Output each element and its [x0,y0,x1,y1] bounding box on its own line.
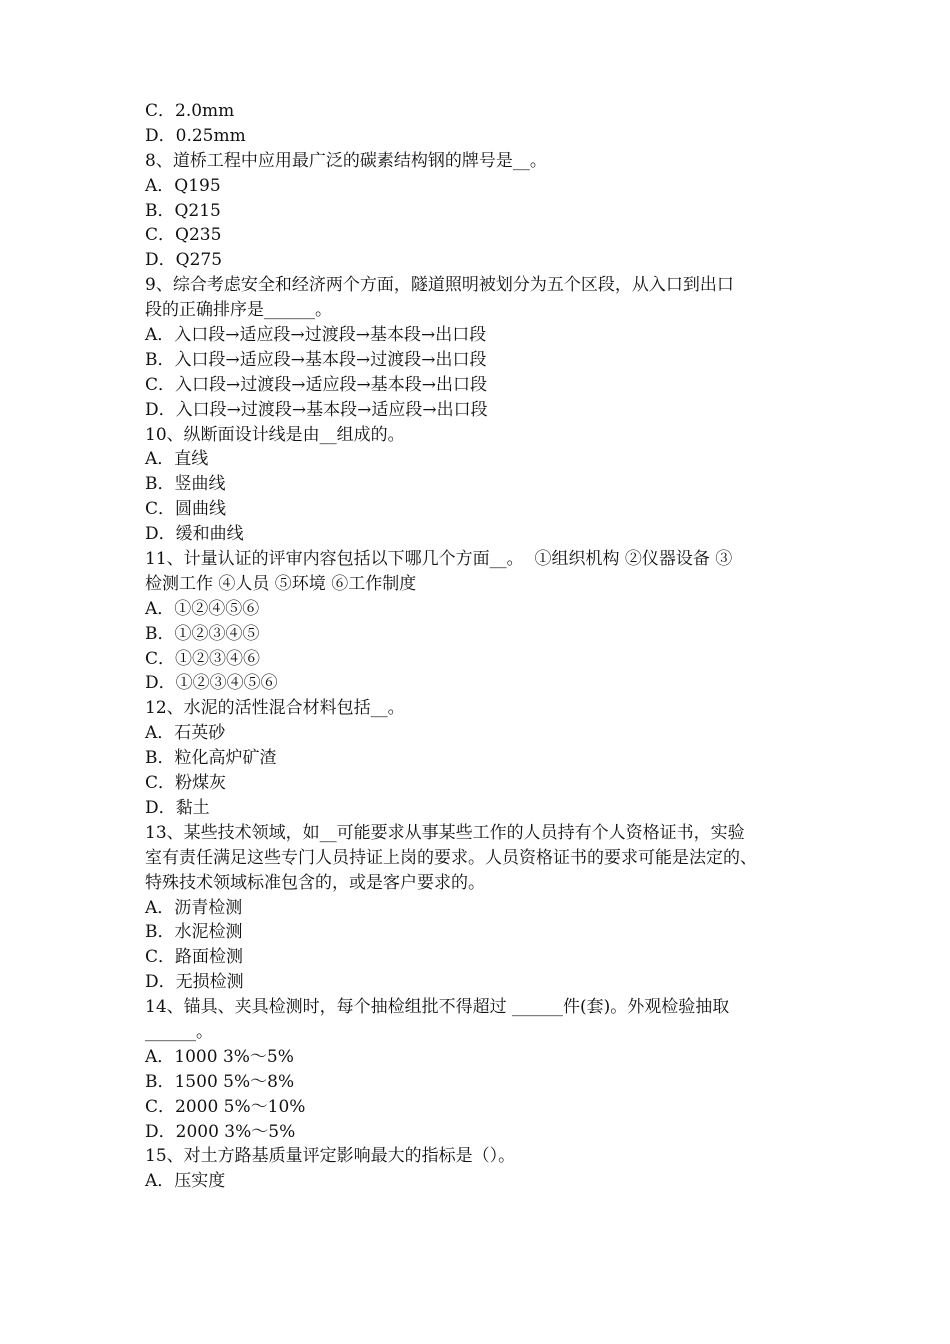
text-line: C．2.0mm [145,101,235,121]
text-line: D．Q275 [145,250,223,271]
text-line: A．石英砂 [145,723,226,744]
text-line: B．Q215 [145,200,221,221]
text-line: 13、某些技术领域，如__可能要求从事某些工作的人员持有个人资格证书，实验 [145,822,745,843]
text-line: 段的正确排序是______。 [145,300,332,321]
text-line: D．2000 3%～5% [145,1121,296,1142]
text-line: B．粒化高炉矿渣 [145,748,277,769]
text-line: A．入口段→适应段→过渡段→基本段→出口段 [145,325,487,346]
text-line: 11、计量认证的评审内容包括以下哪几个方面__。 ①组织机构 ②仪器设备 ③ [145,549,733,570]
text-line: D．0.25mm [145,125,246,146]
text-line: C．粉煤灰 [145,773,227,794]
text-line: B．①②③④⑤ [145,623,260,644]
text-line: C．Q235 [145,225,222,246]
text-line: B．水泥检测 [145,922,243,943]
text-line: D．入口段→过渡段→基本段→适应段→出口段 [145,399,488,420]
text-line: A．沥青检测 [145,897,243,918]
text-line: 检测工作 ④人员 ⑤环境 ⑥工作制度 [145,573,417,594]
text-line: 室有责任满足这些专门人员持证上岗的要求。人员资格证书的要求可能是法定的、 [145,847,757,868]
text-line: C．圆曲线 [145,499,227,520]
text-line: A．①②④⑤⑥ [145,598,260,619]
text-line: A．压实度 [145,1171,226,1192]
text-line: B．1500 5%～8% [145,1071,295,1092]
text-line: C．①②③④⑥ [145,648,261,669]
text-line: D．无损检测 [145,972,244,993]
text-line: 14、锚具、夹具检测时，每个抽检组批不得超过 ______件(套)。外观检验抽取 [145,997,730,1018]
text-line: B．入口段→适应段→基本段→过渡段→出口段 [145,349,487,370]
text-line: 10、纵断面设计线是由__组成的。 [145,424,405,445]
text-line: 8、道桥工程中应用最广泛的碳素结构钢的牌号是__。 [145,150,547,171]
text-line: ______。 [145,1021,213,1042]
text-line: 12、水泥的活性混合材料包括__。 [145,698,405,719]
text-line: 15、对土方路基质量评定影响最大的指标是（）。 [145,1146,516,1167]
document-body [145,99,820,1194]
text-line: D．①②③④⑤⑥ [145,673,278,694]
text-line: C．入口段→过渡段→适应段→基本段→出口段 [145,374,487,395]
text-line: D．黏土 [145,797,210,818]
text-line: 9、综合考虑安全和经济两个方面，隧道照明被划分为五个区段，从入口到出口 [145,275,734,296]
text-line: A．直线 [145,449,209,470]
text-line: B．竖曲线 [145,474,226,495]
text-line: 特殊技术领域标准包含的，或是客户要求的。 [145,872,485,893]
text-line: D．缓和曲线 [145,524,244,545]
text-line: A．1000 3%～5% [145,1046,294,1067]
text-line: C．路面检测 [145,947,244,968]
text-line: C．2000 5%～10% [145,1096,306,1117]
text-line: A．Q195 [145,175,221,196]
